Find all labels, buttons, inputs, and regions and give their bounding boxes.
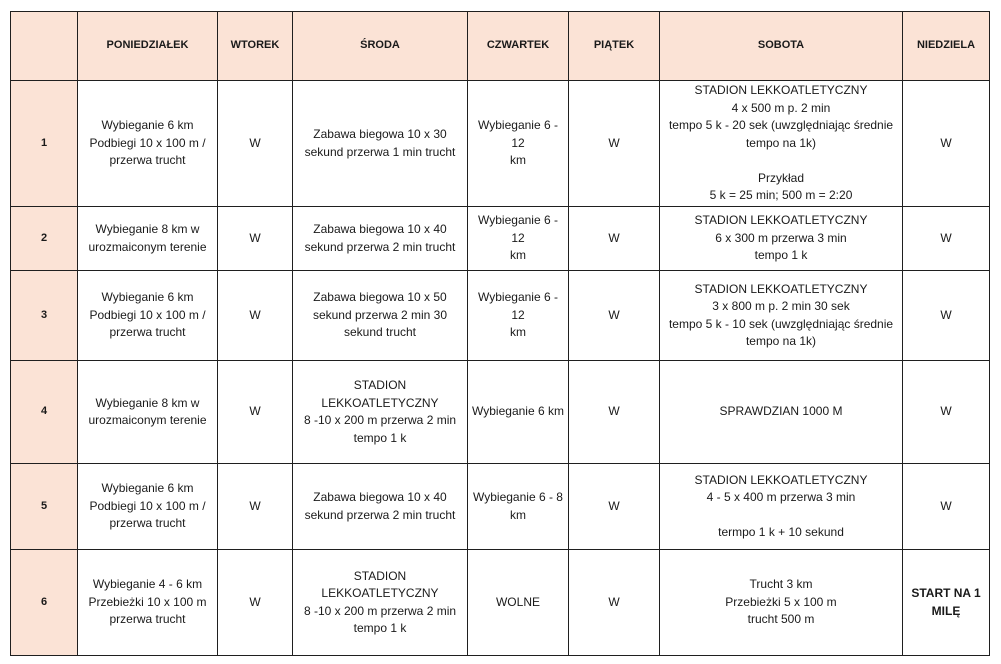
- cell-text: W: [608, 594, 620, 609]
- cell-text: tempo na 1k): [745, 334, 817, 348]
- cell-text: Zabawa biegowa 10 x 50: [313, 290, 447, 305]
- cell-spacer: [664, 152, 898, 170]
- friday-cell: [569, 361, 660, 464]
- tuesday-cell: [218, 271, 293, 361]
- wednesday-cell: [293, 550, 468, 656]
- cell-text: km: [510, 507, 526, 522]
- cell-text: sekund przerwa 2 min 30: [312, 307, 448, 322]
- cell-text: 8 -10 x 200 m przerwa 2 min: [303, 413, 457, 427]
- cell-text: STADION LEKKOATLETYCZNY: [694, 213, 868, 228]
- training-plan-table: [10, 11, 990, 656]
- cell-text: Wybieganie 6 - 12: [478, 290, 558, 322]
- cell-text: km: [510, 153, 526, 168]
- sunday-cell: [903, 464, 990, 550]
- table-row: [11, 464, 990, 550]
- week-number: 5: [11, 464, 78, 550]
- cell-text: W: [608, 307, 620, 322]
- header-saturday: SOBOTA: [660, 12, 903, 81]
- tuesday-cell: [218, 361, 293, 464]
- week-number: 2: [11, 207, 78, 271]
- week-number: 6: [11, 550, 78, 656]
- cell-text: SPRAWDZIAN 1000 M: [719, 404, 843, 419]
- cell-text: W: [249, 498, 261, 513]
- monday-cell: [78, 271, 218, 361]
- cell-text: START NA 1: [911, 586, 981, 600]
- cell-text: tempo 1 k: [353, 621, 407, 635]
- cell-text: W: [249, 404, 261, 419]
- cell-text: Podbiegi 10 x 100 m /: [89, 498, 206, 513]
- saturday-cell: [660, 207, 903, 271]
- cell-text: Wybieganie 6 - 8: [473, 490, 563, 504]
- cell-text: Przykład: [757, 170, 804, 185]
- header-thursday: CZWARTEK: [468, 12, 569, 81]
- saturday-cell: [660, 464, 903, 550]
- cell-text: km: [510, 248, 526, 263]
- friday-cell: [569, 207, 660, 271]
- cell-text: Zabawa biegowa 10 x 30: [313, 127, 447, 141]
- cell-text: W: [249, 230, 261, 245]
- cell-text: 8 -10 x 200 m przerwa 2 min: [303, 603, 457, 618]
- sunday-cell: [903, 271, 990, 361]
- cell-text: Zabawa biegowa 10 x 40: [313, 222, 447, 236]
- sunday-cell: [903, 550, 990, 656]
- cell-text: WOLNE: [495, 594, 540, 609]
- cell-text: W: [608, 230, 620, 245]
- week-number: 3: [11, 271, 78, 361]
- saturday-cell: [660, 271, 903, 361]
- cell-text: W: [608, 135, 620, 150]
- cell-text: tempo 5 k - 20 sek (uwzględniając średnie: [668, 118, 894, 133]
- thursday-cell: [468, 550, 569, 656]
- cell-text: trucht 500 m: [747, 612, 815, 627]
- cell-text: Przebieżki 5 x 100 m: [725, 594, 837, 609]
- cell-text: Wybieganie 6 km: [101, 118, 194, 133]
- cell-text: W: [249, 594, 261, 609]
- cell-text: przerwa trucht: [109, 612, 186, 627]
- thursday-cell: [468, 271, 569, 361]
- cell-text: 4 x 500 m p. 2 min: [731, 100, 831, 115]
- cell-text: km: [510, 325, 526, 340]
- cell-text: 5 k = 25 min; 500 m = 2:20: [709, 188, 853, 203]
- cell-text: sekund przerwa 1 min trucht: [304, 144, 456, 159]
- sunday-cell: [903, 361, 990, 464]
- cell-text: MILĘ: [931, 603, 961, 618]
- cell-text: W: [940, 307, 952, 322]
- cell-text: W: [249, 307, 261, 322]
- tuesday-cell: [218, 207, 293, 271]
- table-row: [11, 207, 990, 271]
- sunday-cell: [903, 207, 990, 271]
- cell-text: Wybieganie 6 - 12: [478, 118, 558, 150]
- cell-text: 3 x 800 m p. 2 min 30 sek: [712, 299, 850, 313]
- header-row: [11, 12, 990, 81]
- cell-text: STADION LEKKOATLETYCZNY: [694, 83, 868, 98]
- monday-cell: [78, 550, 218, 656]
- cell-text: Podbiegi 10 x 100 m /: [89, 135, 206, 150]
- cell-text: W: [608, 404, 620, 419]
- wednesday-cell: [293, 207, 468, 271]
- thursday-cell: [468, 361, 569, 464]
- friday-cell: [569, 271, 660, 361]
- table-row: [11, 361, 990, 464]
- cell-text: 4 - 5 x 400 m przerwa 3 min: [706, 490, 856, 504]
- cell-text: STADION LEKKOATLETYCZNY: [694, 472, 868, 487]
- tuesday-cell: [218, 81, 293, 207]
- table-row: [11, 271, 990, 361]
- sunday-cell: [903, 81, 990, 207]
- tuesday-cell: [218, 550, 293, 656]
- friday-cell: [569, 81, 660, 207]
- cell-text: Wybieganie 6 km: [472, 404, 564, 419]
- cell-text: termpo 1 k + 10 sekund: [718, 525, 844, 539]
- cell-text: W: [940, 230, 952, 245]
- cell-text: urozmaiconym terenie: [88, 239, 207, 254]
- header-sunday: NIEDZIELA: [903, 12, 990, 81]
- cell-text: przerwa trucht: [109, 153, 186, 168]
- cell-text: STADION LEKKOATLETYCZNY: [694, 281, 868, 296]
- cell-text: Wybieganie 6 km: [101, 290, 194, 305]
- cell-spacer: [664, 507, 898, 525]
- cell-text: urozmaiconym terenie: [88, 413, 207, 427]
- wednesday-cell: [293, 361, 468, 464]
- cell-text: Podbiegi 10 x 100 m /: [89, 307, 206, 322]
- cell-text: W: [940, 135, 952, 150]
- week-number: 4: [11, 361, 78, 464]
- cell-text: Wybieganie 8 km w: [95, 395, 200, 410]
- cell-text: W: [249, 135, 261, 150]
- monday-cell: [78, 464, 218, 550]
- week-number: 1: [11, 81, 78, 207]
- cell-text: sekund trucht: [343, 325, 417, 340]
- monday-cell: [78, 81, 218, 207]
- cell-text: W: [608, 498, 620, 513]
- cell-text: Wybieganie 4 - 6 km: [92, 577, 203, 592]
- cell-text: Wybieganie 6 km: [101, 481, 194, 496]
- cell-text: STADION LEKKOATLETYCZNY: [321, 568, 439, 600]
- header-tuesday: WTOREK: [218, 12, 293, 81]
- cell-text: Przebieżki 10 x 100 m: [88, 594, 207, 609]
- cell-text: Trucht 3 km: [749, 577, 813, 592]
- friday-cell: [569, 464, 660, 550]
- cell-text: Wybieganie 6 - 12: [478, 213, 558, 245]
- cell-text: W: [940, 498, 952, 513]
- thursday-cell: [468, 207, 569, 271]
- wednesday-cell: [293, 464, 468, 550]
- friday-cell: [569, 550, 660, 656]
- cell-text: W: [940, 404, 952, 419]
- header-corner: [11, 12, 78, 81]
- saturday-cell: [660, 81, 903, 207]
- cell-text: przerwa trucht: [109, 325, 186, 340]
- cell-text: przerwa trucht: [109, 516, 186, 531]
- thursday-cell: [468, 464, 569, 550]
- header-monday: PONIEDZIAŁEK: [78, 12, 218, 81]
- header-friday: PIĄTEK: [569, 12, 660, 81]
- tuesday-cell: [218, 464, 293, 550]
- cell-text: tempo na 1k): [745, 135, 817, 150]
- cell-text: Zabawa biegowa 10 x 40: [313, 490, 447, 504]
- cell-text: STADION LEKKOATLETYCZNY: [321, 378, 439, 410]
- cell-text: tempo 1 k: [353, 430, 407, 445]
- saturday-cell: [660, 361, 903, 464]
- cell-text: sekund przerwa 2 min trucht: [304, 239, 456, 254]
- saturday-cell: [660, 550, 903, 656]
- cell-text: Wybieganie 8 km w: [95, 222, 200, 236]
- cell-text: tempo 5 k - 10 sek (uwzględniając średnie: [668, 316, 894, 331]
- monday-cell: [78, 207, 218, 271]
- table-body: [11, 81, 990, 656]
- cell-text: sekund przerwa 2 min trucht: [304, 507, 456, 522]
- table-row: [11, 550, 990, 656]
- cell-text: 6 x 300 m przerwa 3 min: [715, 230, 847, 245]
- header-wednesday: ŚRODA: [293, 12, 468, 81]
- cell-text: tempo 1 k: [754, 248, 808, 263]
- wednesday-cell: [293, 81, 468, 207]
- monday-cell: [78, 361, 218, 464]
- wednesday-cell: [293, 271, 468, 361]
- table-row: [11, 81, 990, 207]
- thursday-cell: [468, 81, 569, 207]
